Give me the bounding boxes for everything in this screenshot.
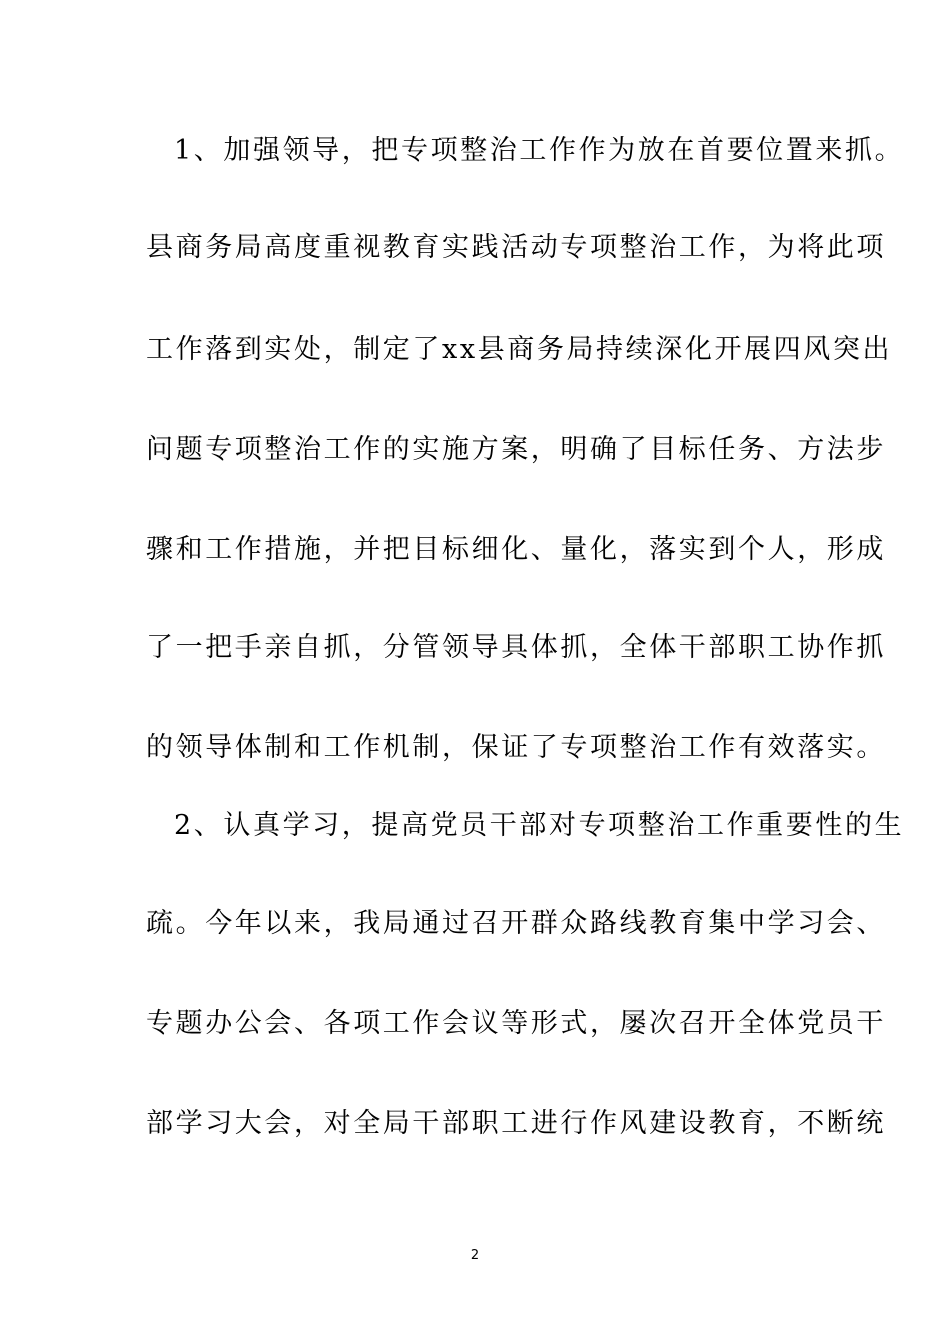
text-line: 工作落到实处，制定了xx县商务局持续深化开展四风突出 (146, 334, 893, 365)
text-line: 的领导体制和工作机制，保证了专项整治工作有效落实。 (146, 732, 886, 763)
text-line: 问题专项整治工作的实施方案，明确了目标任务、方法步 (146, 434, 886, 465)
text-line: 骤和工作措施，并把目标细化、量化，落实到个人，形成 (146, 534, 886, 565)
text-line: 疏。今年以来，我局通过召开群众路线教育集中学习会、 (146, 908, 886, 939)
text-line: 2、认真学习，提高党员干部对专项整治工作重要性的生 (174, 810, 905, 841)
text-line: 县商务局高度重视教育实践活动专项整治工作，为将此项 (146, 232, 886, 263)
text-line: 专题办公会、各项工作会议等形式，屡次召开全体党员干 (146, 1008, 886, 1039)
page-number: 2 (470, 1248, 480, 1263)
text-line: 了一把手亲自抓，分管领导具体抓，全体干部职工协作抓 (146, 632, 886, 663)
text-line: 1、加强领导，把专项整治工作作为放在首要位置来抓。 (174, 135, 905, 166)
text-line: 部学习大会，对全局干部职工进行作风建设教育，不断统 (146, 1108, 886, 1139)
